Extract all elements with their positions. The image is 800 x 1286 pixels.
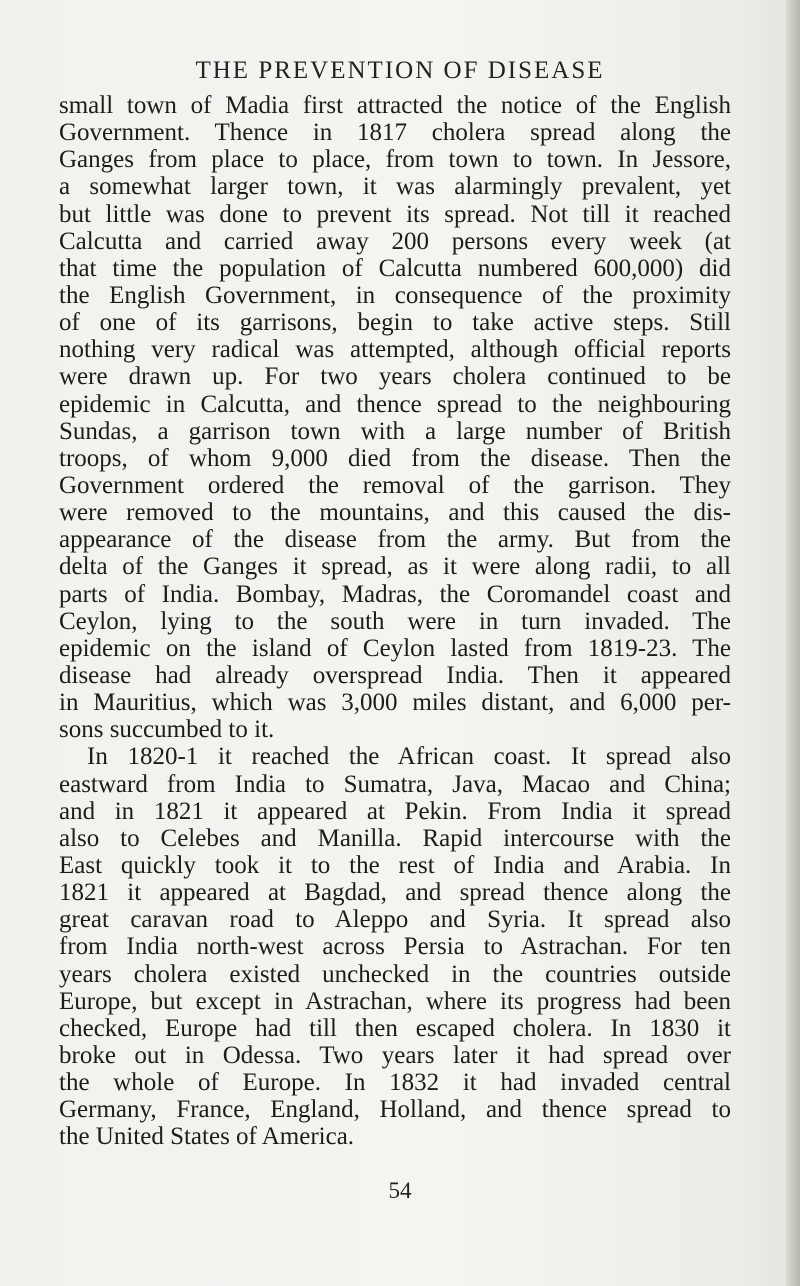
page-number: 54 bbox=[388, 1178, 412, 1203]
text-line: troops, of whom 9,000 died from the disease. Then the bbox=[59, 444, 731, 472]
text-line: also to Celebes and Manilla. Rapid intercourse with the bbox=[59, 824, 731, 852]
text-line: the whole of Europe. In 1832 it had invaded central bbox=[59, 1069, 731, 1097]
text-line: in Mauritius, which was 3,000 miles distant, and 6,000 per- bbox=[59, 689, 731, 717]
text-line: that time the population of Calcutta numbered 600,000) did bbox=[59, 254, 731, 282]
text-line: Germany, France, England, Holland, and thence spread to bbox=[59, 1096, 731, 1124]
text-line: and in 1821 it appeared at Pekin. From India it spread bbox=[59, 797, 731, 825]
text-line: great caravan road to Aleppo and Syria. It spread also bbox=[59, 906, 731, 934]
text-line: epidemic on the island of Ceylon lasted from 1819-23. The bbox=[59, 634, 731, 662]
text-line: 1821 it appeared at Bagdad, and spread thence along the bbox=[59, 879, 731, 907]
text-line: Ganges from place to place, from town to town. In Jessore, bbox=[59, 146, 731, 174]
text-line: sons succumbed to it. bbox=[59, 716, 275, 744]
text-line: were removed to the mountains, and this caused the dis- bbox=[59, 499, 731, 527]
text-line: the United States of America. bbox=[59, 1123, 355, 1151]
text-line: disease had already overspread India. Then it appeared bbox=[59, 661, 731, 689]
text-line: but little was done to prevent its spread. Not till it reached bbox=[59, 200, 731, 228]
text-line: appearance of the disease from the army. But from the bbox=[59, 526, 731, 554]
running-head: THE PREVENTION OF DISEASE bbox=[195, 57, 605, 84]
text-line: a somewhat larger town, it was alarmingly prevalent, yet bbox=[59, 173, 731, 201]
text-line: of one of its garrisons, begin to take active steps. Still bbox=[59, 309, 731, 337]
text-line: the English Government, in consequence of the proximity bbox=[59, 281, 731, 309]
text-line: In 1820-1 it reached the African coast. It spread also bbox=[87, 743, 731, 771]
text-line: Ceylon, lying to the south were in turn invaded. The bbox=[59, 607, 731, 635]
text-line: nothing very radical was attempted, although official reports bbox=[59, 336, 731, 364]
text-line: small town of Madia first attracted the notice of the English bbox=[59, 92, 731, 119]
text-line: were drawn up. For two years cholera continued to be bbox=[59, 363, 731, 391]
text-line: parts of India. Bombay, Madras, the Coromandel coast and bbox=[59, 580, 731, 608]
text-line: delta of the Ganges it spread, as it were along radii, to all bbox=[59, 553, 731, 581]
text-line: Europe, but except in Astrachan, where its progress had been bbox=[59, 987, 731, 1015]
text-line: East quickly took it to the rest of India and Arabia. In bbox=[59, 851, 731, 879]
text-line: checked, Europe had till then escaped cholera. In 1830 it bbox=[59, 1014, 731, 1042]
text-line: epidemic in Calcutta, and thence spread to the neighbouring bbox=[59, 390, 731, 418]
text-line: from India north-west across Persia to Astrachan. For ten bbox=[59, 933, 731, 961]
text-line: Calcutta and carried away 200 persons every week (at bbox=[59, 227, 731, 255]
text-line: years cholera existed unchecked in the countries outside bbox=[59, 960, 731, 988]
text-line: Government. Thence in 1817 cholera spread along the bbox=[59, 119, 731, 147]
text-line: broke out in Odessa. Two years later it had spread over bbox=[59, 1041, 731, 1069]
text-line: eastward from India to Sumatra, Java, Macao and China; bbox=[59, 770, 731, 798]
page-edge bbox=[786, 0, 800, 1286]
text-line: Government ordered the removal of the garrison. They bbox=[59, 471, 731, 499]
text-line: Sundas, a garrison town with a large number of British bbox=[59, 417, 731, 445]
body-text bbox=[59, 92, 731, 1150]
